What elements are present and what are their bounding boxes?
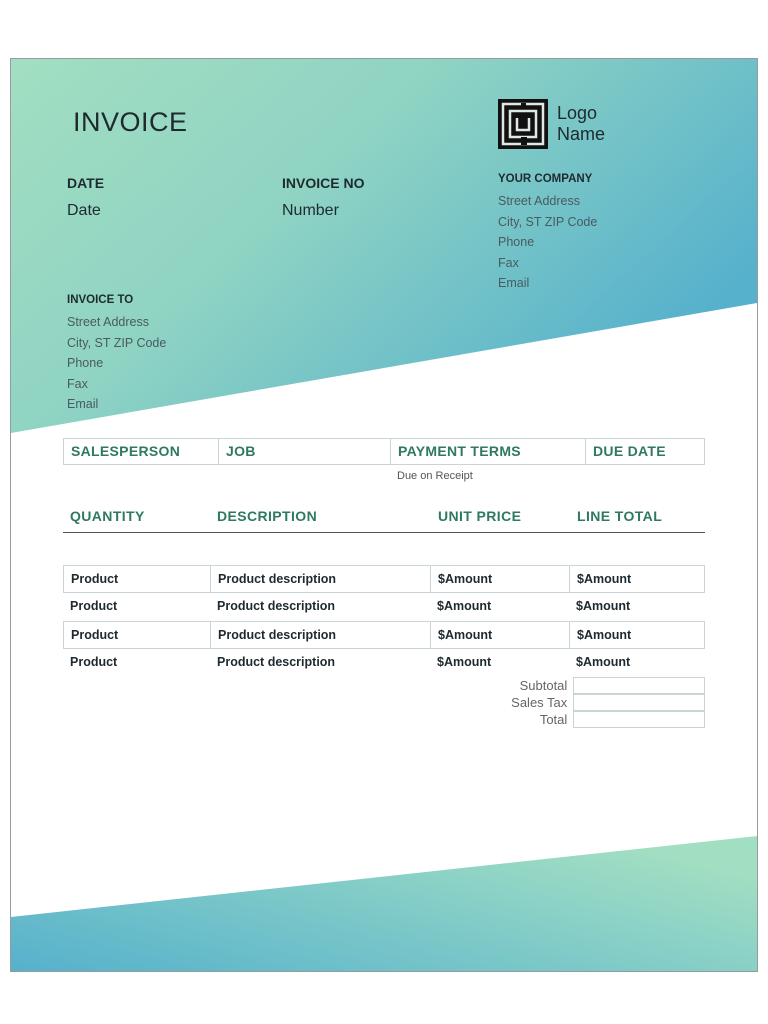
subtotal-row — [471, 677, 705, 694]
your-company-address: Street Address City, ST ZIP Code Phone Fax Email — [498, 194, 598, 290]
total-row — [471, 711, 705, 728]
sales-tax-label: Sales Tax — [511, 695, 568, 710]
invoice-title: INVOICE — [73, 107, 188, 137]
invoice-page — [10, 58, 758, 972]
table-row: Product Product description $Amount $Amount — [70, 655, 631, 669]
quantity-header: QUANTITY — [70, 508, 145, 524]
invoice-no-value: Number — [282, 202, 339, 219]
bottom-gradient-band — [11, 836, 757, 971]
description-header: DESCRIPTION — [217, 508, 318, 524]
subtotal-label: Subtotal — [519, 678, 568, 693]
invoice-no-label: INVOICE NO — [282, 175, 365, 191]
total-label: Total — [539, 712, 568, 727]
sales-info-table — [63, 438, 705, 465]
sales-tax-row — [471, 694, 705, 711]
payment-terms-value: Due on Receipt — [397, 470, 473, 482]
invoice-to-address: Street Address City, ST ZIP Code Phone Fax Email — [67, 315, 167, 411]
sales-tax-field[interactable] — [573, 694, 705, 711]
table-row: Product Product description $Amount $Amount — [70, 599, 631, 613]
payment-terms-header: PAYMENT TERMS — [391, 439, 586, 464]
line-total-header: LINE TOTAL — [577, 508, 663, 524]
your-company-label: YOUR COMPANY — [498, 173, 593, 185]
line-items-table — [63, 565, 705, 677]
due-date-header: DUE DATE — [593, 443, 666, 459]
job-header: JOB — [219, 439, 391, 464]
maze-logo-icon — [498, 99, 548, 149]
table-row: Product Product description $Amount $Amount — [63, 621, 705, 649]
total-field[interactable] — [573, 711, 705, 728]
subtotal-field[interactable] — [573, 677, 705, 694]
unit-price-header: UNIT PRICE — [438, 508, 522, 524]
totals-block — [471, 677, 705, 728]
table-row: Product Product description $Amount $Amount — [63, 565, 705, 593]
salesperson-header: SALESPERSON — [64, 439, 219, 464]
logo-name: Logo Name — [557, 103, 606, 144]
invoice-to-label: INVOICE TO — [67, 294, 134, 306]
header-divider — [63, 532, 705, 533]
date-label: DATE — [67, 175, 105, 191]
date-value: Date — [67, 202, 101, 219]
